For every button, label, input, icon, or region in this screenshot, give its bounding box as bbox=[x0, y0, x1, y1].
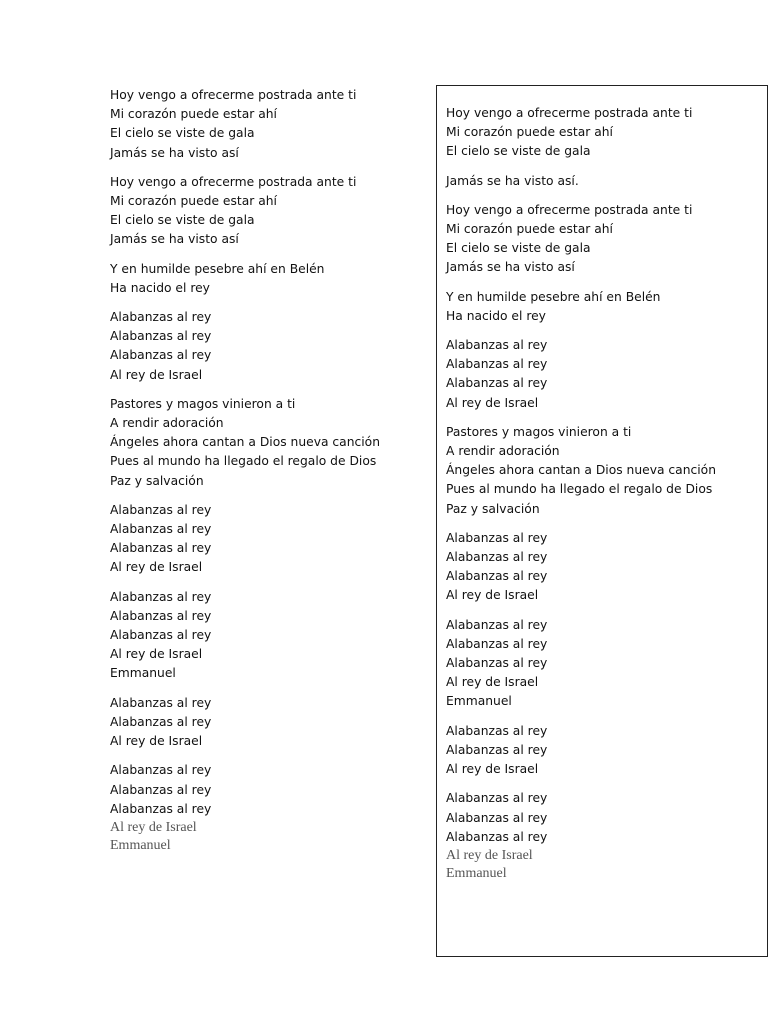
lyrics-line: Alabanzas al rey bbox=[446, 636, 548, 651]
lyrics-line: Jamás se ha visto así bbox=[110, 145, 239, 160]
lyrics-line: Hoy vengo a ofrecerme postrada ante ti bbox=[110, 88, 357, 102]
lyrics-line: Y en humilde pesebre ahí en Belén bbox=[446, 289, 661, 304]
lyrics-line: Ángeles ahora cantan a Dios nueva canción bbox=[446, 463, 717, 478]
lyrics-line: Pues al mundo ha llegado el regalo de Dios bbox=[446, 482, 713, 497]
lyrics-line: Alabanzas al rey bbox=[110, 348, 212, 363]
lyrics-line: Alabanzas al rey bbox=[446, 530, 548, 545]
lyrics-line: Pastores y magos vinieron a ti bbox=[446, 424, 632, 439]
lyrics-stanza bbox=[110, 173, 430, 250]
lyrics-stanza bbox=[110, 761, 430, 855]
lyrics-line: Paz y salvación bbox=[446, 501, 540, 516]
lyrics-stanza bbox=[446, 336, 767, 413]
lyrics-line: Ángeles ahora cantan a Dios nueva canción bbox=[110, 435, 381, 450]
lyrics-line: Pues al mundo ha llegado el regalo de Dios bbox=[110, 454, 377, 469]
lyrics-line: Y en humilde pesebre ahí en Belén bbox=[110, 261, 325, 276]
lyrics-stanza bbox=[446, 789, 767, 883]
lyrics-line: Alabanzas al rey bbox=[110, 763, 212, 778]
lyrics-line: Alabanzas al rey bbox=[110, 714, 212, 729]
lyrics-line: Al rey de Israel bbox=[110, 819, 197, 835]
lyrics-line: Mi corazón puede estar ahí bbox=[446, 222, 613, 237]
lyrics-line: Al rey de Israel bbox=[110, 734, 203, 749]
lyrics-line: Alabanzas al rey bbox=[446, 357, 548, 372]
lyrics-line: Paz y salvación bbox=[110, 473, 204, 488]
lyrics-stanza bbox=[446, 288, 767, 326]
lyrics-line: Ha nacido el rey bbox=[446, 308, 546, 323]
lyrics-line: Ha nacido el rey bbox=[110, 280, 210, 295]
lyrics-line: Emmanuel bbox=[110, 837, 171, 853]
lyrics-line: Alabanzas al rey bbox=[446, 617, 548, 632]
lyrics-line: A rendir adoración bbox=[446, 444, 560, 459]
lyrics-stanza bbox=[446, 529, 767, 606]
lyrics-line: Alabanzas al rey bbox=[110, 628, 212, 643]
lyrics-line: Al rey de Israel bbox=[110, 647, 203, 662]
lyrics-line: Alabanzas al rey bbox=[110, 522, 212, 537]
lyrics-line: Jamás se ha visto así bbox=[110, 232, 239, 247]
lyrics-stanza bbox=[110, 501, 430, 578]
lyrics-line: El cielo se viste de gala bbox=[446, 241, 591, 256]
lyrics-line: Alabanzas al rey bbox=[446, 656, 548, 671]
lyrics-line: Al rey de Israel bbox=[446, 762, 539, 777]
lyrics-stanza bbox=[446, 104, 767, 162]
lyrics-line: Al rey de Israel bbox=[446, 588, 539, 603]
lyrics-line: Alabanzas al rey bbox=[446, 791, 548, 806]
lyrics-stanza bbox=[446, 172, 767, 191]
lyrics-stanza bbox=[446, 722, 767, 780]
lyrics-stanza bbox=[110, 395, 430, 491]
lyrics-line: Al rey de Israel bbox=[446, 675, 539, 690]
lyrics-line: Emmanuel bbox=[446, 694, 512, 709]
lyrics-line: Alabanzas al rey bbox=[110, 589, 212, 604]
lyrics-line: Alabanzas al rey bbox=[446, 338, 548, 353]
lyrics-line: Alabanzas al rey bbox=[110, 502, 212, 517]
lyrics-line: Mi corazón puede estar ahí bbox=[446, 125, 613, 140]
lyrics-stanza bbox=[446, 201, 767, 278]
lyrics-line: Alabanzas al rey bbox=[110, 310, 212, 325]
lyrics-line: Alabanzas al rey bbox=[110, 695, 212, 710]
lyrics-column-left bbox=[110, 86, 430, 865]
lyrics-line: Al rey de Israel bbox=[110, 560, 203, 575]
lyrics-stanza bbox=[446, 423, 767, 519]
lyrics-line: Alabanzas al rey bbox=[110, 608, 212, 623]
lyrics-line: Alabanzas al rey bbox=[446, 742, 548, 757]
lyrics-line: Al rey de Israel bbox=[446, 395, 539, 410]
lyrics-line: Pastores y magos vinieron a ti bbox=[110, 396, 296, 411]
lyrics-line: Alabanzas al rey bbox=[446, 723, 548, 738]
lyrics-stanza bbox=[110, 260, 430, 298]
lyrics-line: Alabanzas al rey bbox=[446, 376, 548, 391]
lyrics-stanza bbox=[110, 86, 430, 163]
lyrics-line: Jamás se ha visto así bbox=[446, 260, 575, 275]
lyrics-line: Alabanzas al rey bbox=[446, 810, 548, 825]
lyrics-line: Hoy vengo a ofrecerme postrada ante ti bbox=[110, 174, 357, 189]
lyrics-line: Mi corazón puede estar ahí bbox=[110, 107, 277, 122]
lyrics-line: Jamás se ha visto así. bbox=[446, 173, 579, 188]
lyrics-line: Al rey de Israel bbox=[446, 847, 533, 863]
lyrics-line: Hoy vengo a ofrecerme postrada ante ti bbox=[446, 202, 693, 217]
lyrics-box-right bbox=[436, 85, 768, 957]
lyrics-line: Alabanzas al rey bbox=[446, 550, 548, 565]
lyrics-line: El cielo se viste de gala bbox=[446, 144, 591, 159]
lyrics-line: El cielo se viste de gala bbox=[110, 126, 255, 141]
lyrics-line: Emmanuel bbox=[110, 666, 176, 681]
lyrics-line: El cielo se viste de gala bbox=[110, 213, 255, 228]
lyrics-stanza bbox=[110, 694, 430, 752]
lyrics-line: Alabanzas al rey bbox=[110, 801, 212, 816]
lyrics-line: A rendir adoración bbox=[110, 416, 224, 431]
lyrics-line: Mi corazón puede estar ahí bbox=[110, 194, 277, 209]
lyrics-stanza bbox=[110, 308, 430, 385]
lyrics-line: Emmanuel bbox=[446, 865, 507, 881]
lyrics-line: Alabanzas al rey bbox=[110, 782, 212, 797]
lyrics-line: Hoy vengo a ofrecerme postrada ante ti bbox=[446, 106, 693, 120]
lyrics-stanza bbox=[110, 588, 430, 684]
lyrics-line: Alabanzas al rey bbox=[110, 329, 212, 344]
lyrics-line: Al rey de Israel bbox=[110, 367, 203, 382]
lyrics-line: Alabanzas al rey bbox=[446, 569, 548, 584]
lyrics-stanza bbox=[446, 616, 767, 712]
lyrics-line: Alabanzas al rey bbox=[110, 541, 212, 556]
lyrics-line: Alabanzas al rey bbox=[446, 829, 548, 844]
